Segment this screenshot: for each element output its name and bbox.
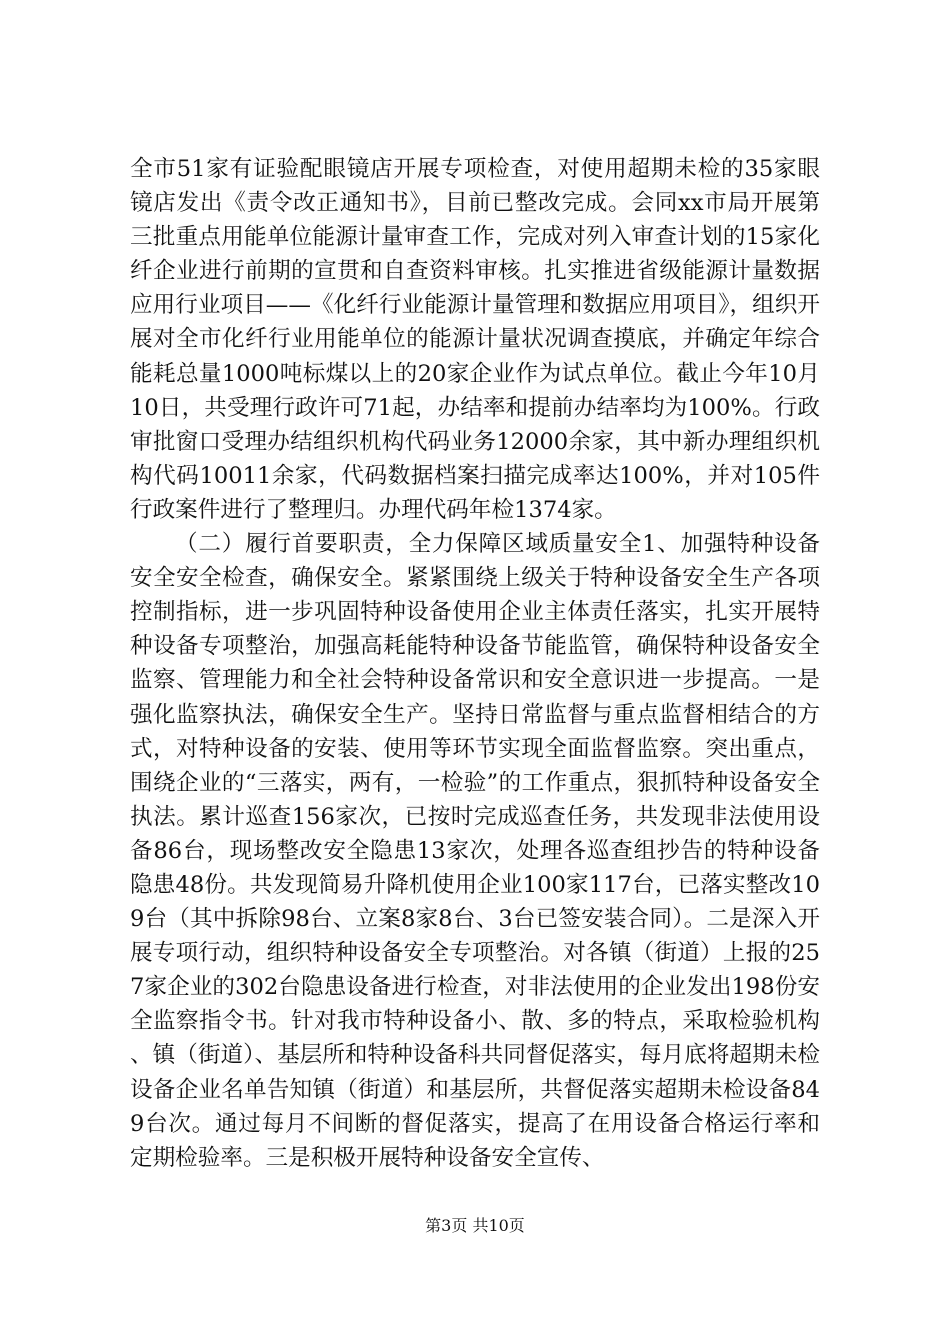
paragraph-2: （二）履行首要职责，全力保障区域质量安全1、加强特种设备安全安全检查，确保安全。紧紧围绕上级关于特种设备安全生产各项控制指标，进一步巩固特种设备使用企业主体责任落实，扎实开展特种设备专项整治，加强高耗能特种设备节能监管，确保特种设备安全监察、管理能力和全社会特种设备常识和安全意识进一步提高。一是强化监察执法，确保安全生产。坚持日常监督与重点监督相结合的方式，对特种设备的安装、使用等环节实现全面监督监察。突出重点，围绕企业的“三落实，两有，一检验”的工作重点，狠抓特种设备安全执法。累计巡查156家次，已按时完成巡查任务，共发现非法使用设备86台，现场整改安全隐患13家次，处理各巡查组抄告的特种设备隐患48份。共发现简易升降机使用企业100家117台，已落实整改109台（其中拆除98台、立案8家8台、3台已签安装合同）。二是深入开展专项行动，组织特种设备安全专项整治。对各镇（街道）上报的257家企业的302台隐患设备进行检查，对非法使用的企业发出198份安全监察指令书。针对我市特种设备小、散、多的特点，采取检验机构、镇（街道）、基层所和特种设备科共同督促落实，每月底将超期未检设备企业名单告知镇（街道）和基层所，共督促落实超期未检设备849台次。通过每月不间断的督促落实，提高了在用设备合格运行率和定期检验率。三是积极开展特种设备安全宣传、 <box>130 531 820 1171</box>
page-number-footer: 第3页 共10页 <box>425 1216 525 1235</box>
paragraph-1: 全市51家有证验配眼镜店开展专项检查，对使用超期未检的35家眼镜店发出《责令改正通知书》，目前已整改完成。会同xx市局开展第三批重点用能单位能源计量审查工作，完成对列入审查计划的15家化纤企业进行前期的宣贯和自查资料审核。扎实推进省级能源计量数据应用行业项目——《化纤行业能源计量管理和数据应用项目》，组织开展对全市化纤行业用能单位的能源计量状况调查摸底，并确定年综合能耗总量1000吨标煤以上的20家企业作为试点单位。截止今年10月10日，共受理行政许可71起，办结率和提前办结率均为100%。行政审批窗口受理办结组织机构代码业务12000余家，其中新办理组织机构代码10011余家，代码数据档案扫描完成率达100%，并对105件行政案件进行了整理归。办理代码年检1374家。 <box>130 156 820 523</box>
document-body <box>130 152 820 1175</box>
